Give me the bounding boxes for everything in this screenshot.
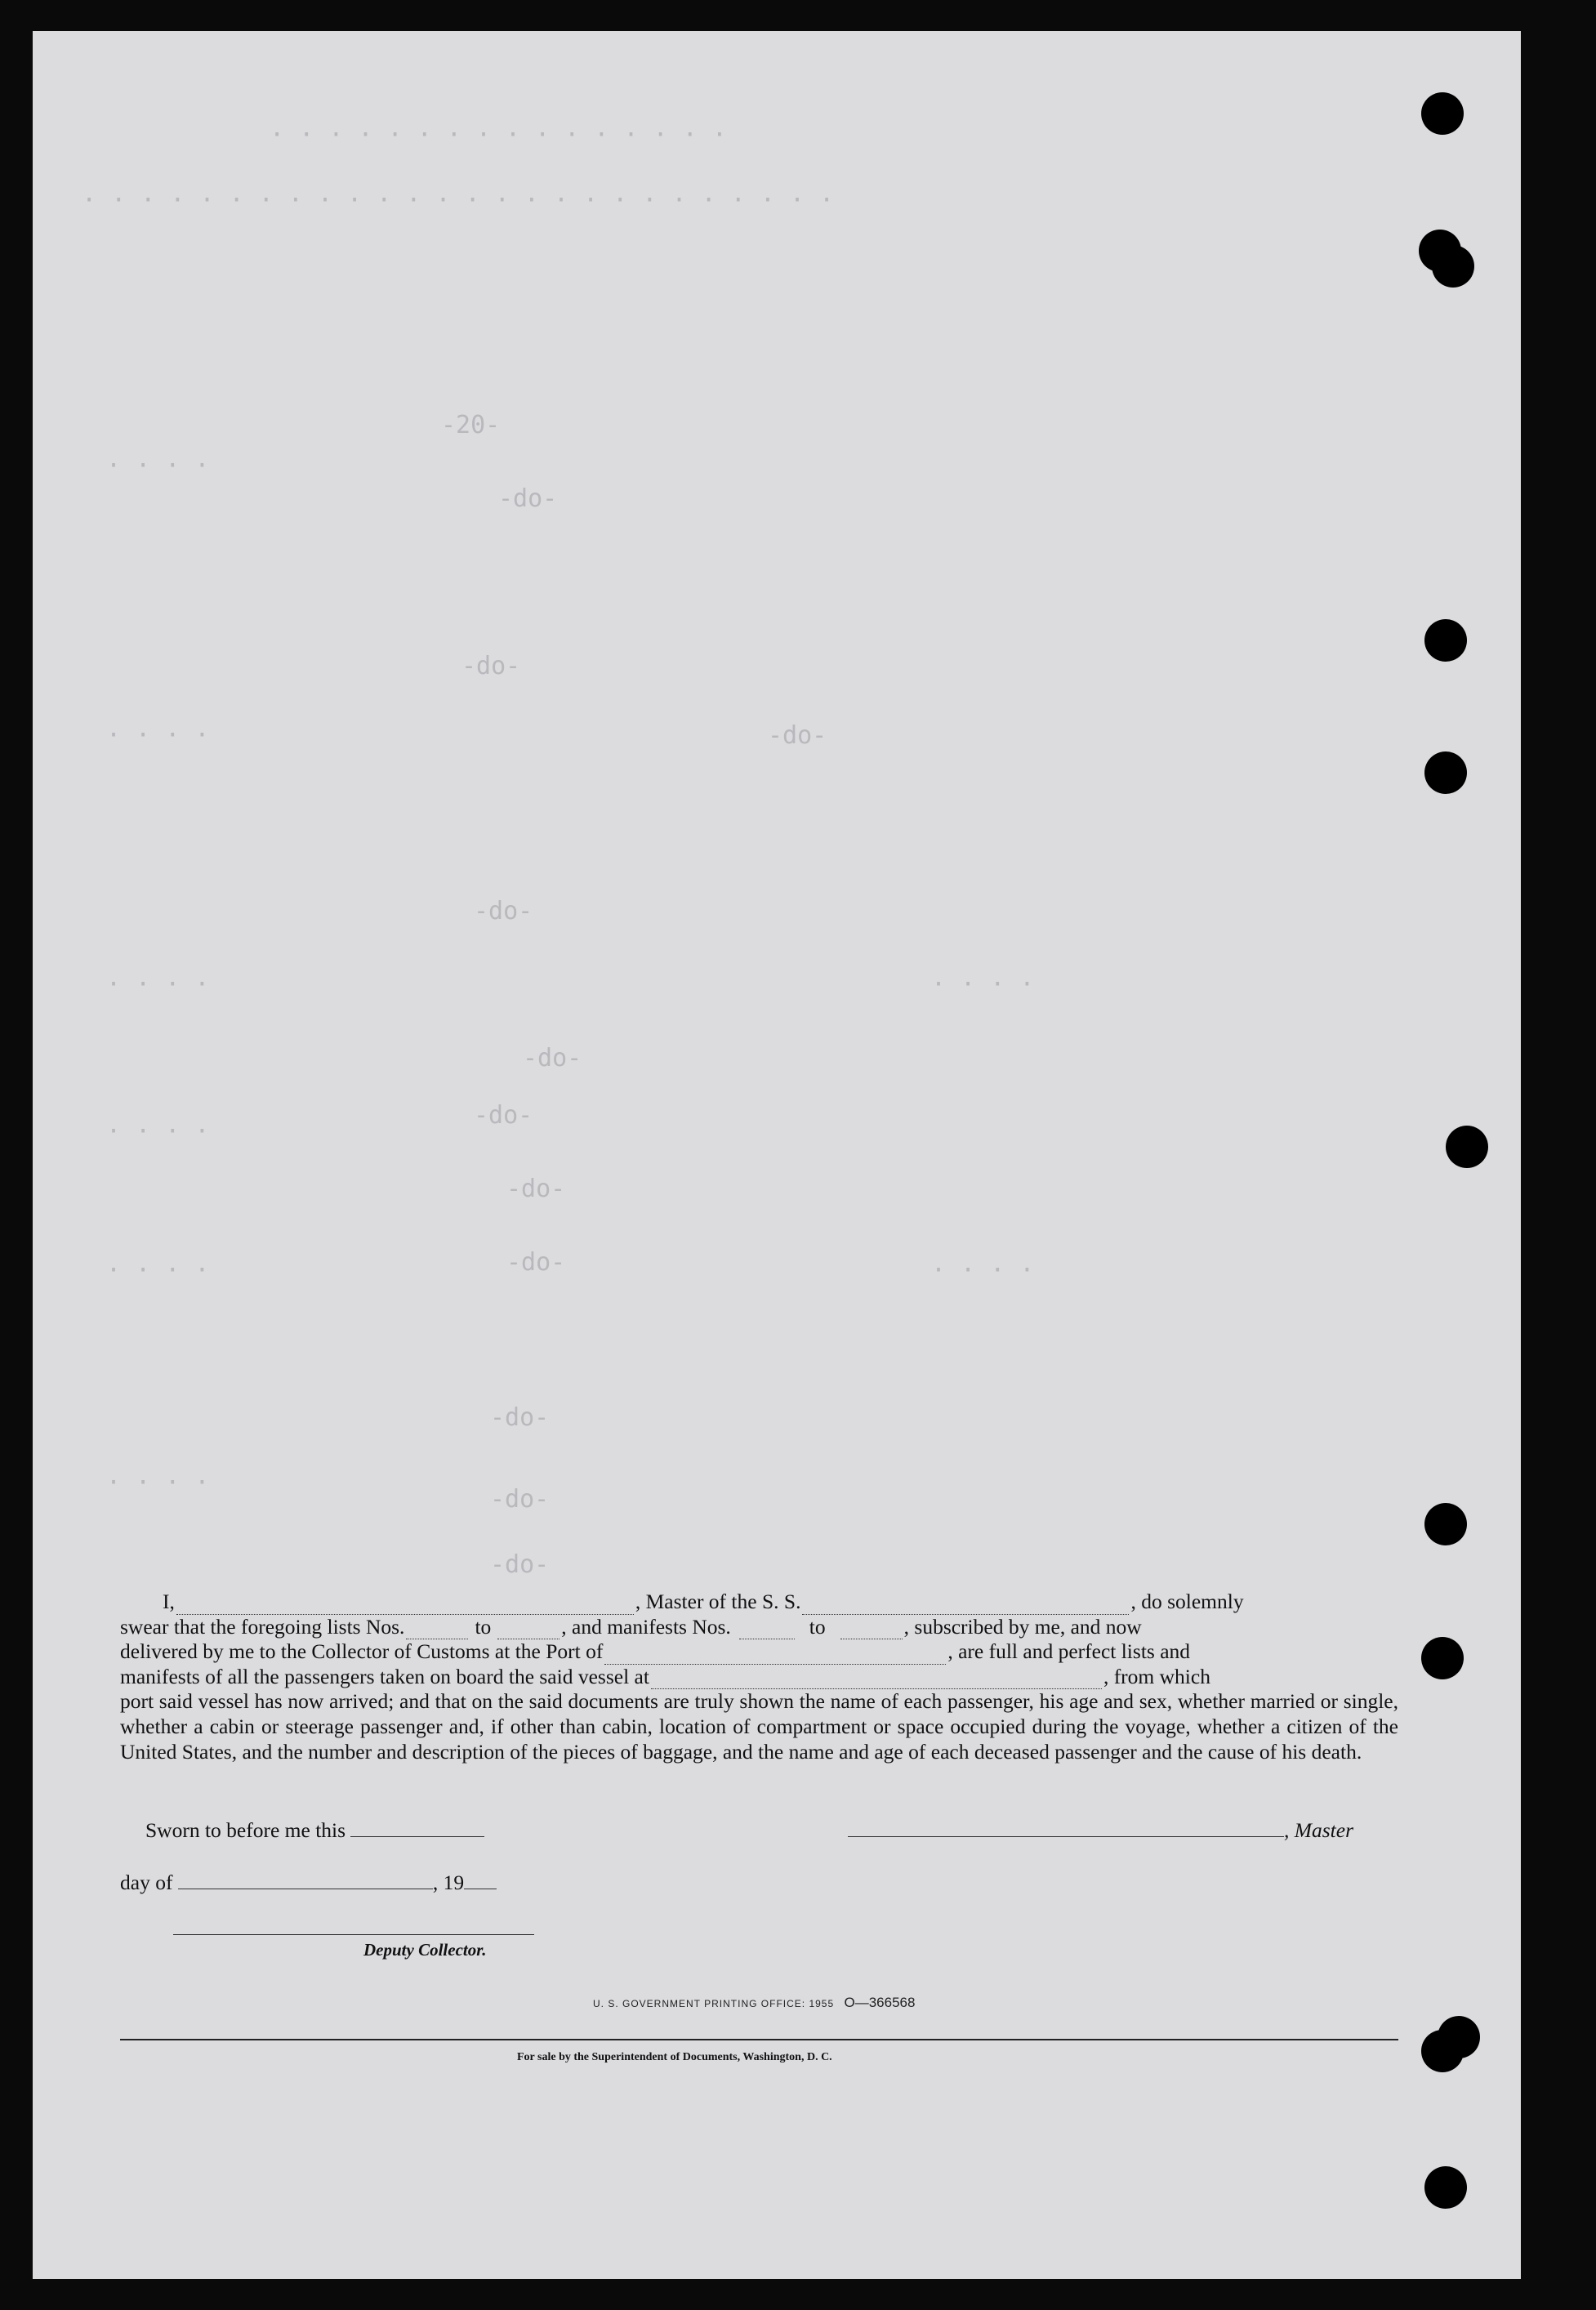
printing-office-imprint [593,1995,915,2011]
master-signature-field[interactable] [848,1836,1284,1837]
punch-hole [1421,1637,1464,1679]
port-of-embarkation-field[interactable] [651,1670,1102,1689]
master-name-field[interactable] [176,1596,634,1615]
oath-text: I, [163,1590,175,1613]
punch-hole [1424,751,1467,794]
punch-hole [1421,92,1464,135]
oath-body: port said vessel has now arrived; and that on the said documents are truly shown the name of each passenger, his age and sex, whether married or single, whether a cabin or steerage passenger and, if other than cabin, location of compartment or space occupied during the voyage, whether a citizen of the United States, and the number and description of the pieces of baggage, and the name and age of each deceased passenger and the cause of his death. [120,1689,1398,1764]
ship-name-field[interactable] [802,1596,1129,1615]
master-signature-line [848,1818,1353,1843]
year-prefix: , 19 [432,1871,465,1894]
lists-from-field[interactable] [406,1621,468,1639]
oath-text: delivered by me to the Collector of Customs at the Port of [120,1639,604,1664]
form-page: · · · · · · · · · · · · · · · · · · · · · · · · · · · · · · · · · · · · · · · · · · -20- -do- · · · · · · · · -do- -do- -do- -do- -do- -do- -do- -do- -do- -do- · · · · · · · · · · · · · · · · · · · · · · · · I, , Master of the S. S. , do solemnly swear that the foregoing lists Nos. to , and manifests Nos. to , subscribed by me, and now delivered by me to the Collector of Customs at the Port of , are full and perfect lists and manifests of all the passengers taken on board the said vessel at , from which port said vessel has now arrived; and that on the said documents are truly shown the name of each passenger, his age and sex, whether married or single, whether a cabin or steerage passenger and, if other than cabin, location of compartment or space occupied during the voyage, whether a citizen of the United States, and the number and description of the pieces of baggage, and the name and age of each deceased passenger and the cause of his death. Sworn to before me this , Master day of , 19 Deputy Collector. U. S. GOVERNMENT PRINTING OFFICE: 1955 O—366568 For sale by the Superintendent of Documents, Washington, D. C. [33,31,1521,2279]
sale-note: For sale by the Superintendent of Documents, Washington, D. C. [517,2051,832,2063]
printing-office: U. S. GOVERNMENT PRINTING OFFICE: 1955 [593,1998,835,2009]
footer-rule [120,2039,1398,2040]
oath-text: , do solemnly [1130,1590,1244,1613]
manifests-from-field[interactable] [739,1621,795,1639]
punch-hole [1446,1126,1488,1168]
oath-text: manifests of all the passengers taken on board the said vessel at [120,1664,649,1688]
punch-hole [1424,619,1467,662]
deputy-signature-line[interactable] [173,1934,534,1935]
oath-line-2 [120,1615,1398,1640]
day-of-label: day of [120,1871,173,1894]
master-oath [120,1590,1398,1764]
oath-text: to [475,1614,492,1639]
oath-text: , are full and perfect lists and [947,1639,1191,1664]
port-of-arrival-field[interactable] [604,1646,946,1665]
punch-hole [1432,245,1474,288]
oath-text: , subscribed by me, and now [903,1614,1142,1639]
punch-hole [1424,2166,1467,2209]
punch-hole [1424,1503,1467,1545]
oath-text: swear that the foregoing lists Nos. [120,1614,405,1639]
oath-line-4 [120,1665,1398,1690]
oath-line-3 [120,1639,1398,1665]
printing-number: O—366568 [844,1995,916,2010]
oath-text: to [809,1614,826,1639]
sworn-date-line [145,1818,484,1843]
deputy-collector-label: Deputy Collector. [363,1940,487,1960]
sworn-date-field[interactable] [350,1836,484,1837]
sworn-label: Sworn to before me this [145,1818,346,1842]
day-of-line [120,1871,497,1895]
oath-text: , Master of the S. S. [635,1590,801,1613]
manifests-to-field[interactable] [840,1621,903,1639]
oath-text: , and manifests Nos. [561,1614,731,1639]
oath-line-1 [120,1590,1398,1615]
punch-hole [1438,2016,1480,2058]
lists-to-field[interactable] [497,1621,559,1639]
master-label: , Master [1284,1818,1353,1842]
oath-text: , from which [1103,1664,1210,1688]
